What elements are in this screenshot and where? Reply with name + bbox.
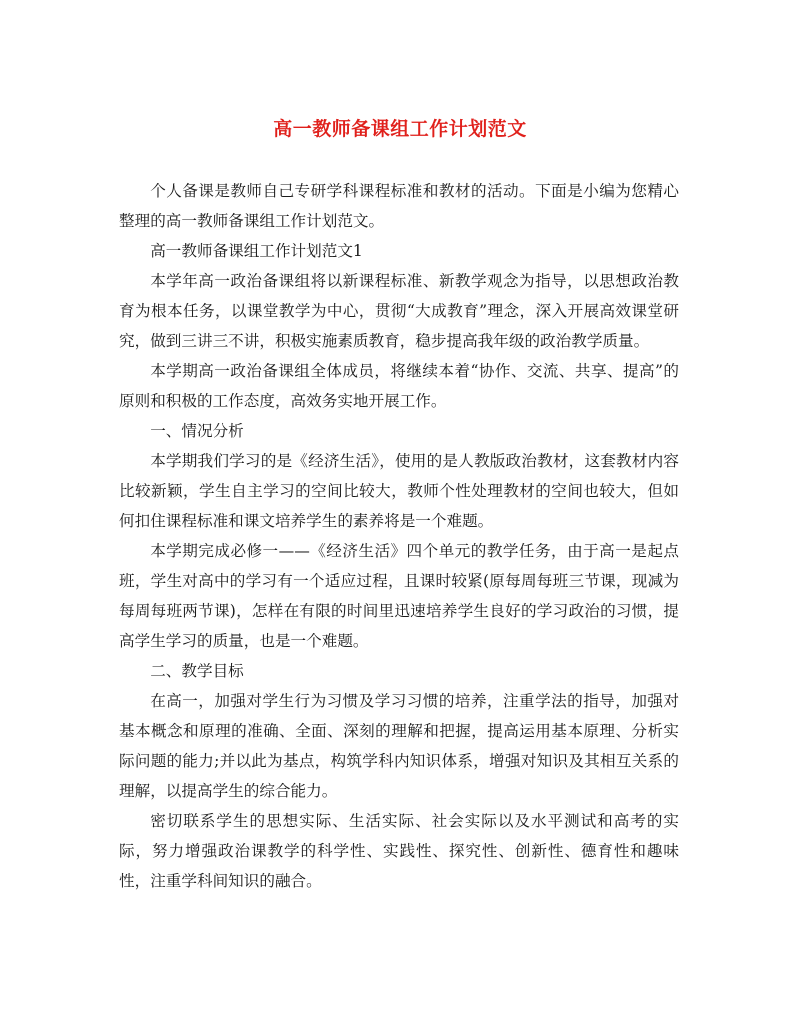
- document-body: [119, 176, 679, 896]
- paragraph-intro: 个人备课是教师自己专研学科课程标准和教材的活动。下面是小编为您精心整理的高一教师备课组工作计划范文。: [119, 182, 679, 230]
- paragraph: 本学期完成必修一——《经济生活》四个单元的教学任务，由于高一是起点班，学生对高中的学习有一个适应过程，且课时较紧(原每周每班三节课，现减为每周每班两节课)，怎样在有限的时间里迅速培养学生良好的学习政治的习惯，提高学生学习的质量，也是一个难题。: [119, 542, 679, 650]
- section-heading-situation-analysis: 一、情况分析: [150, 422, 244, 440]
- paragraph: 本学期我们学习的是《经济生活》，使用的是人教版政治教材，这套教材内容比较新颖，学生自主学习的空间比较大，教师个性处理教材的空间也较大，但如何扣住课程标准和课文培养学生的素养将是一个难题。: [119, 452, 679, 530]
- section-heading-teaching-goals: 二、教学目标: [150, 662, 244, 680]
- paragraph: 本学期高一政治备课组全体成员，将继续本着“协作、交流、共享、提高”的原则和积极的工作态度，高效务实地开展工作。: [119, 362, 679, 410]
- paragraph-subtitle: 高一教师备课组工作计划范文1: [150, 242, 363, 260]
- paragraph: 密切联系学生的思想实际、生活实际、社会实际以及水平测试和高考的实际，努力增强政治课教学的科学性、实践性、探究性、创新性、德育性和趣味性，注重学科间知识的融合。: [119, 812, 679, 890]
- document-title: 高一教师备课组工作计划范文: [273, 118, 527, 140]
- paragraph: 在高一，加强对学生行为习惯及学习习惯的培养，注重学法的指导，加强对基本概念和原理的准确、全面、深刻的理解和把握，提高运用基本原理、分析实际问题的能力;并以此为基点，构筑学科内知识体系，增强对知识及其相互关系的理解，以提高学生的综合能力。: [119, 692, 679, 800]
- paragraph: 本学年高一政治备课组将以新课程标准、新教学观念为指导，以思想政治教育为根本任务，以课堂教学为中心，贯彻“大成教育”理念，深入开展高效课堂研究，做到三讲三不讲，积极实施素质教育，稳步提高我年级的政治教学质量。: [119, 272, 679, 350]
